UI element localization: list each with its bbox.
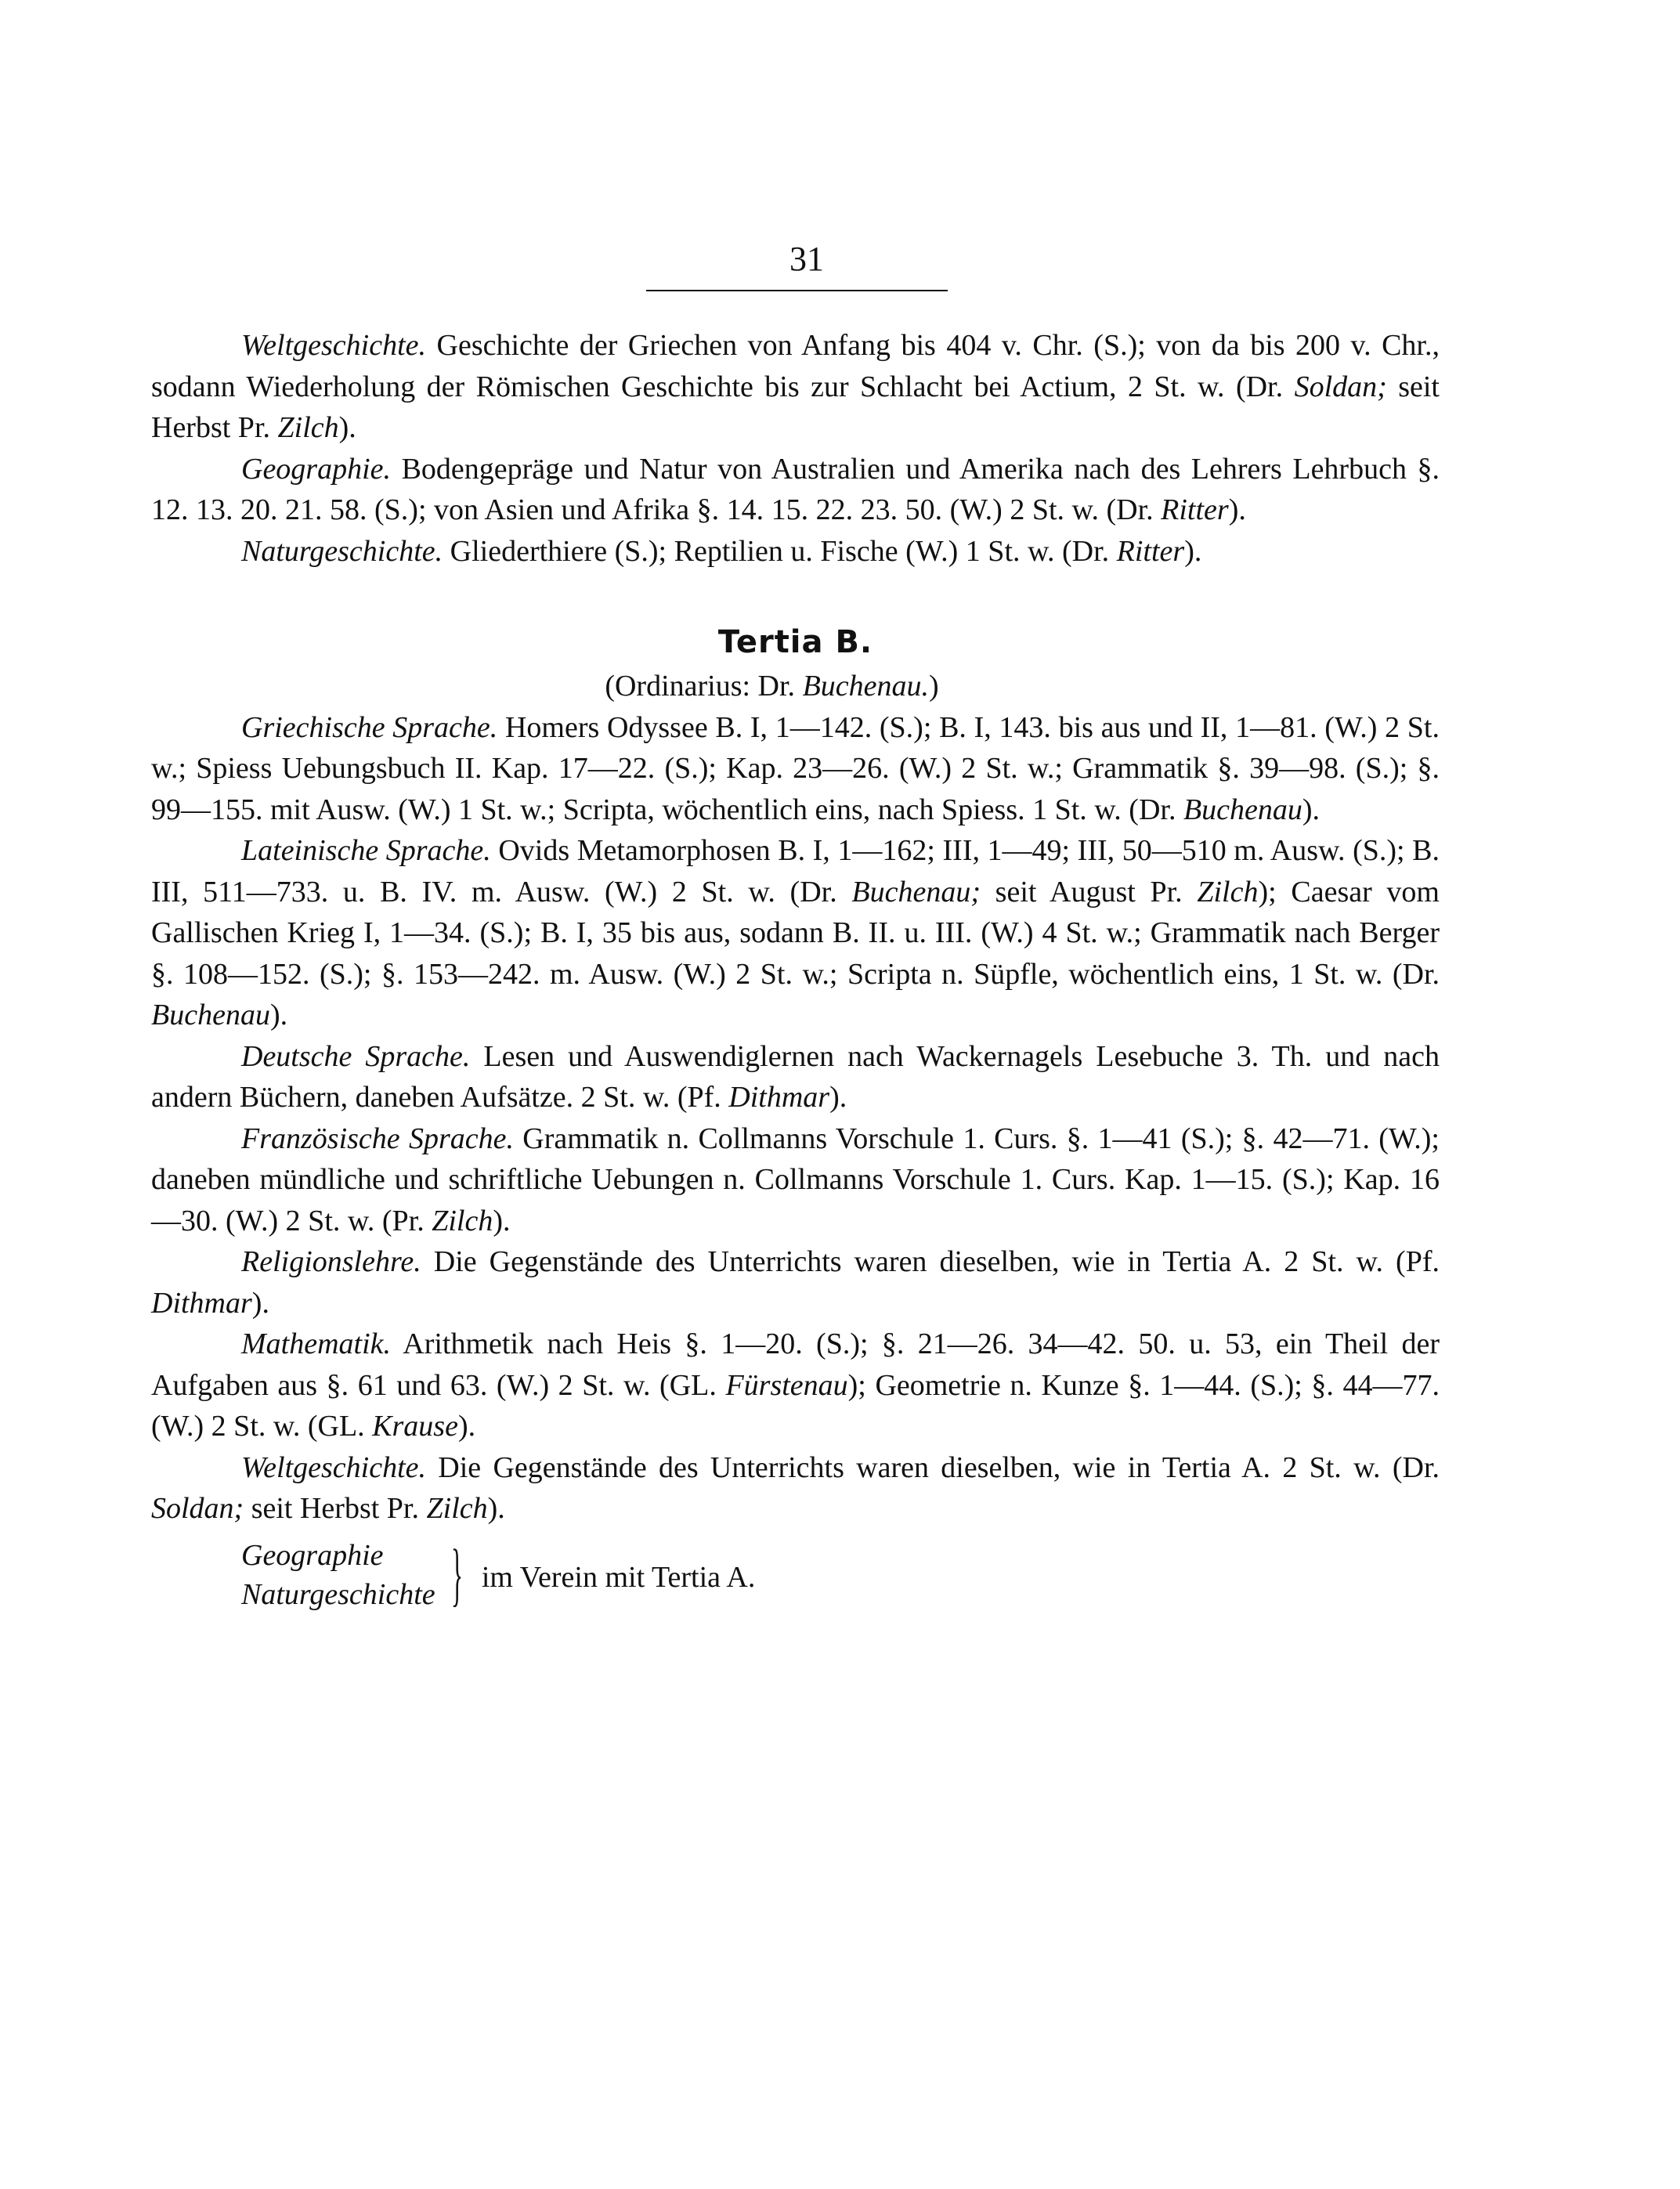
teacher-name: Fürstenau: [725, 1368, 848, 1402]
combined-subject-list: [241, 1536, 435, 1614]
paragraph-text: ).: [1228, 493, 1246, 526]
paragraph-text: ).: [457, 1410, 476, 1443]
teacher-name: Soldan;: [151, 1492, 244, 1525]
subject-heading: Mathematik.: [241, 1327, 392, 1360]
paragraph-text: Grammatik n. Collmanns Vorschule 1. Curs. §. 1—41 (S.); §. 42—71. (W.); daneben mündliche und schriftliche Uebungen n. Collmanns Vorschule 1. Curs. Kap. 1—15. (S.); Kap. 16—30. (W.) 2 St. w. (Pr.: [151, 1122, 1440, 1237]
paragraph-text: Bodengepräge und Natur von Australien und Amerika nach des Lehrers Lehrbuch §. 12. 13. 20. 21. 58. (S.); von Asien und Afrika §. 14. 15. 22. 23. 50. (W.) 2 St. w. (Dr.: [151, 452, 1440, 526]
subtitle-prefix: (Ordinarius: Dr.: [605, 670, 803, 703]
subject-paragraph: [151, 531, 1440, 573]
paragraph-text: ).: [338, 411, 356, 444]
subject-heading: Weltgeschichte.: [241, 1450, 427, 1484]
subject-heading: Geographie.: [241, 452, 392, 486]
teacher-name: Zilch: [426, 1492, 488, 1525]
teacher-name: Zilch: [432, 1204, 493, 1237]
subjects-after-section: [151, 707, 1440, 1530]
subject-paragraph: [151, 1324, 1440, 1447]
paragraph-text: ).: [269, 999, 288, 1031]
subject-heading: Religionslehre.: [241, 1245, 421, 1278]
paragraph-text: ); Geometrie n. Kunze §. 1—44. (S.); §. 44—77. (W.) 2 St. w. (GL.: [151, 1368, 1440, 1443]
teacher-name: Dithmar: [151, 1286, 252, 1320]
paragraph-text: ).: [1302, 793, 1321, 826]
paragraph-text: Geschichte der Griechen von Anfang bis 404 v. Chr. (S.); von da bis 200 v. Chr., sodann Wiederholung der Römischen Geschichte bis zur Schlacht bei Actium, 2 St. w. (Dr.: [151, 329, 1440, 403]
subject-heading: Französische Sprache.: [241, 1122, 514, 1155]
subject-paragraph: [151, 325, 1440, 449]
paragraph-text: seit Herbst Pr.: [151, 370, 1440, 444]
teacher-name: Zilch: [277, 411, 339, 444]
subject-paragraph: [151, 707, 1440, 831]
subject-paragraph: [151, 1447, 1440, 1530]
paragraph-text: ).: [251, 1286, 269, 1320]
subjects-before-section: [151, 325, 1440, 572]
paragraph-text: seit Herbst Pr.: [244, 1492, 427, 1525]
teacher-name: Zilch: [1197, 875, 1259, 908]
section-subtitle: [151, 666, 1393, 707]
paragraph-text: ).: [487, 1492, 505, 1525]
subject-heading: Weltgeschichte.: [241, 329, 427, 362]
paragraph-text: ).: [829, 1081, 847, 1114]
paragraph-text: Ovids Metamorphosen B. I, 1—162; III, 1—49; III, 50—510 m. Ausw. (S.); B. III, 511—733. u. B. IV. m. Ausw. (W.) 2 St. w. (Dr.: [151, 834, 1440, 908]
page-number: 31: [789, 240, 824, 278]
paragraph-text: Arithmetik nach Heis §. 1—20. (S.); §. 21—26. 34—42. 50. u. 53, ein Theil der Aufgaben aus §. 61 und 63. (W.) 2 St. w. (GL.: [151, 1327, 1440, 1402]
section-title: Tertia B.: [717, 624, 873, 660]
teacher-name: Dithmar: [728, 1081, 830, 1114]
subject-paragraph: [151, 1118, 1440, 1242]
subject-heading: Griechische Sprache.: [241, 710, 498, 744]
combined-subject-2: Naturgeschichte: [241, 1577, 435, 1611]
teacher-name: Krause: [372, 1410, 458, 1443]
paragraph-text: ).: [1184, 534, 1202, 568]
teacher-name: Buchenau: [151, 999, 270, 1031]
subject-heading: Lateinische Sprache.: [241, 834, 491, 867]
combined-note: im Verein mit Tertia A.: [481, 1561, 756, 1595]
teacher-name: Ritter: [1116, 534, 1185, 568]
teacher-name: Soldan;: [1294, 370, 1387, 403]
page-body: [151, 325, 1440, 1614]
combined-subject-1: Geographie: [241, 1538, 384, 1572]
paragraph-text: seit August Pr.: [981, 875, 1198, 908]
ordinarius-name: Buchenau.: [802, 670, 930, 703]
combined-subjects: [241, 1536, 1440, 1614]
subject-heading: Deutsche Sprache.: [241, 1039, 471, 1073]
paragraph-text: Lesen und Auswendiglernen nach Wackernagels Lesebuche 3. Th. und nach andern Büchern, daneben Aufsätze. 2 St. w. (Pf.: [151, 1039, 1440, 1114]
paragraph-text: ).: [493, 1204, 511, 1237]
subject-paragraph: [151, 449, 1440, 531]
subject-paragraph: [151, 1036, 1440, 1118]
header-rule: [646, 290, 948, 291]
subject-paragraph: [151, 1241, 1440, 1324]
subject-heading: Naturgeschichte.: [241, 534, 443, 568]
subject-paragraph: [151, 830, 1440, 1036]
paragraph-text: Die Gegenstände des Unterrichts waren dieselben, wie in Tertia A. 2 St. w. (Pf.: [421, 1245, 1440, 1278]
paragraph-text: Homers Odyssee B. I, 1—142. (S.); B. I, 143. bis aus und II, 1—81. (W.) 2 St. w.; Spiess Uebungsbuch II. Kap. 17—22. (S.); Kap. 23—26. (W.) 2 St. w.; Grammatik §. 39—98. (S.); §. 99—155. mit Ausw. (W.) 1 St. w.; Scripta, wöchentlich eins, nach Spiess. 1 St. w. (Dr.: [151, 710, 1440, 826]
paragraph-text: Gliederthiere (S.); Reptilien u. Fische (W.) 1 St. w. (Dr.: [443, 534, 1117, 568]
subtitle-suffix: ): [929, 670, 939, 703]
teacher-name: Buchenau: [1183, 793, 1302, 826]
brace-glyph: }: [450, 1535, 463, 1613]
teacher-name: Buchenau;: [851, 875, 981, 908]
paragraph-text: ); Caesar vom Gallischen Krieg I, 1—34. (S.); B. I, 35 bis aus, sodann B. II. u. III. (W.) 4 St. w.; Grammatik nach Berger §. 108—152. (S.); §. 153—242. m. Ausw. (W.) 2 St. w.; Scripta n. Süpfle, wöchentlich eins, 1 St. w. (Dr.: [151, 875, 1440, 991]
paragraph-text: Die Gegenstände des Unterrichts waren dieselben, wie in Tertia A. 2 St. w. (Dr.: [426, 1450, 1440, 1484]
teacher-name: Ritter: [1161, 493, 1229, 526]
